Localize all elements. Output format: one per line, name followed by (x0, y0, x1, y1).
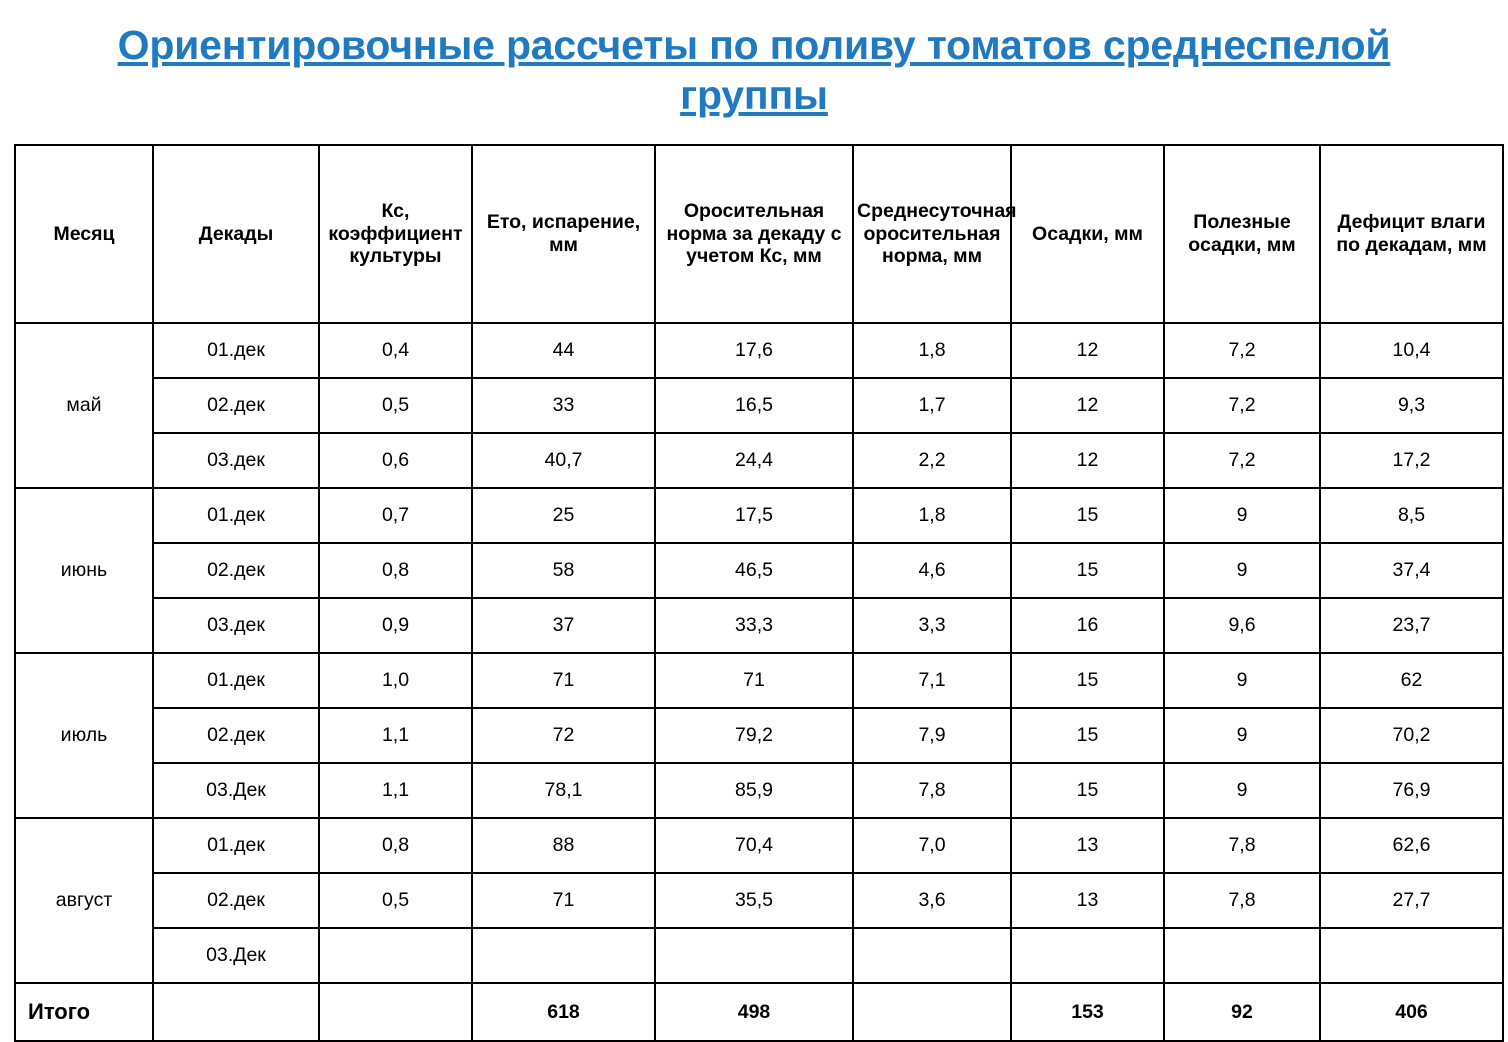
cell-kc: 0,9 (319, 598, 472, 653)
table-row (15, 708, 1503, 763)
cell-kc: 1,1 (319, 763, 472, 818)
cell-month: июль (15, 653, 153, 818)
column-header-useful-rainfall: Полезные осадки, мм (1164, 145, 1320, 323)
irrigation-table (14, 144, 1504, 1042)
cell-water-deficit: 76,9 (1320, 763, 1503, 818)
cell-water-deficit: 62,6 (1320, 818, 1503, 873)
cell-month: июнь (15, 488, 153, 653)
cell-useful-rainfall: 9 (1164, 763, 1320, 818)
cell-month: август (15, 818, 153, 983)
cell-kc: 0,5 (319, 873, 472, 928)
table-row (15, 928, 1503, 983)
table-total-row (15, 983, 1503, 1041)
cell-useful-rainfall: 9,6 (1164, 598, 1320, 653)
cell-kc: 0,8 (319, 543, 472, 598)
table-body (15, 323, 1503, 983)
cell-irrigation-norm: 17,5 (655, 488, 853, 543)
cell-irrigation-norm: 35,5 (655, 873, 853, 928)
table-row (15, 818, 1503, 873)
cell-rainfall (1011, 928, 1164, 983)
cell-eto: 33 (472, 378, 655, 433)
cell-kc: 1,1 (319, 708, 472, 763)
cell-water-deficit: 27,7 (1320, 873, 1503, 928)
cell-irrigation-norm (655, 928, 853, 983)
cell-useful-rainfall: 9 (1164, 653, 1320, 708)
cell-kc: 0,6 (319, 433, 472, 488)
cell-rainfall: 12 (1011, 323, 1164, 378)
cell-kc: 0,8 (319, 818, 472, 873)
cell-eto: 58 (472, 543, 655, 598)
cell-daily-norm: 7,8 (853, 763, 1011, 818)
cell-useful-rainfall: 7,2 (1164, 433, 1320, 488)
cell-eto: 37 (472, 598, 655, 653)
cell-total-kc (319, 983, 472, 1041)
table-row (15, 873, 1503, 928)
table-row (15, 488, 1503, 543)
cell-decade: 01.дек (153, 488, 319, 543)
cell-decade: 03.Дек (153, 928, 319, 983)
cell-irrigation-norm: 71 (655, 653, 853, 708)
cell-useful-rainfall: 9 (1164, 708, 1320, 763)
slide-page (0, 20, 1508, 1029)
column-header-month: Месяц (15, 145, 153, 323)
cell-daily-norm: 7,1 (853, 653, 1011, 708)
cell-decade: 03.дек (153, 598, 319, 653)
cell-eto: 71 (472, 653, 655, 708)
cell-daily-norm (853, 928, 1011, 983)
cell-rainfall: 15 (1011, 708, 1164, 763)
irrigation-table-container (14, 144, 1494, 1042)
cell-irrigation-norm: 46,5 (655, 543, 853, 598)
column-header-daily-norm: Среднесуточная оросительная норма, мм (853, 145, 1011, 323)
cell-eto: 40,7 (472, 433, 655, 488)
table-header-row (15, 145, 1503, 323)
cell-total-decade (153, 983, 319, 1041)
cell-water-deficit: 37,4 (1320, 543, 1503, 598)
cell-daily-norm: 4,6 (853, 543, 1011, 598)
table-row (15, 543, 1503, 598)
cell-water-deficit: 17,2 (1320, 433, 1503, 488)
cell-total-irrigation-norm: 498 (655, 983, 853, 1041)
cell-useful-rainfall: 9 (1164, 488, 1320, 543)
cell-irrigation-norm: 33,3 (655, 598, 853, 653)
cell-irrigation-norm: 24,4 (655, 433, 853, 488)
cell-kc: 0,5 (319, 378, 472, 433)
cell-useful-rainfall: 7,8 (1164, 873, 1320, 928)
cell-water-deficit: 10,4 (1320, 323, 1503, 378)
cell-total-eto: 618 (472, 983, 655, 1041)
cell-decade: 03.Дек (153, 763, 319, 818)
cell-rainfall: 15 (1011, 543, 1164, 598)
table-row (15, 433, 1503, 488)
cell-rainfall: 12 (1011, 378, 1164, 433)
cell-kc: 1,0 (319, 653, 472, 708)
cell-daily-norm: 1,8 (853, 488, 1011, 543)
cell-daily-norm: 3,3 (853, 598, 1011, 653)
cell-total-label: Итого (15, 983, 153, 1041)
cell-daily-norm: 2,2 (853, 433, 1011, 488)
column-header-rainfall: Осадки, мм (1011, 145, 1164, 323)
cell-eto: 71 (472, 873, 655, 928)
table-row (15, 378, 1503, 433)
cell-eto (472, 928, 655, 983)
cell-decade: 01.дек (153, 323, 319, 378)
cell-kc: 0,7 (319, 488, 472, 543)
cell-month: май (15, 323, 153, 488)
cell-irrigation-norm: 85,9 (655, 763, 853, 818)
cell-eto: 25 (472, 488, 655, 543)
cell-rainfall: 13 (1011, 818, 1164, 873)
cell-eto: 78,1 (472, 763, 655, 818)
column-header-decade: Декады (153, 145, 319, 323)
cell-rainfall: 15 (1011, 763, 1164, 818)
cell-water-deficit: 23,7 (1320, 598, 1503, 653)
cell-decade: 01.дек (153, 653, 319, 708)
cell-rainfall: 15 (1011, 653, 1164, 708)
cell-water-deficit: 8,5 (1320, 488, 1503, 543)
cell-eto: 44 (472, 323, 655, 378)
cell-decade: 02.дек (153, 378, 319, 433)
cell-irrigation-norm: 17,6 (655, 323, 853, 378)
cell-eto: 88 (472, 818, 655, 873)
cell-total-rainfall: 153 (1011, 983, 1164, 1041)
cell-total-useful-rainfall: 92 (1164, 983, 1320, 1041)
cell-irrigation-norm: 70,4 (655, 818, 853, 873)
cell-rainfall: 12 (1011, 433, 1164, 488)
cell-eto: 72 (472, 708, 655, 763)
cell-decade: 02.дек (153, 543, 319, 598)
table-row (15, 598, 1503, 653)
cell-daily-norm: 1,7 (853, 378, 1011, 433)
cell-kc: 0,4 (319, 323, 472, 378)
column-header-eto: Ето, испарение, мм (472, 145, 655, 323)
cell-daily-norm: 3,6 (853, 873, 1011, 928)
cell-rainfall: 16 (1011, 598, 1164, 653)
cell-total-daily-norm (853, 983, 1011, 1041)
page-title: Ориентировочные рассчеты по поливу томатов среднеспелой группы (117, 22, 1391, 119)
cell-irrigation-norm: 79,2 (655, 708, 853, 763)
table-row (15, 653, 1503, 708)
cell-useful-rainfall: 7,8 (1164, 818, 1320, 873)
column-header-water-deficit: Дефицит влаги по декадам, мм (1320, 145, 1503, 323)
column-header-irrigation-norm: Оросительная норма за декаду с учетом Кс, мм (655, 145, 853, 323)
cell-daily-norm: 7,0 (853, 818, 1011, 873)
cell-water-deficit: 70,2 (1320, 708, 1503, 763)
cell-useful-rainfall: 7,2 (1164, 323, 1320, 378)
table-footer (15, 983, 1503, 1041)
cell-kc (319, 928, 472, 983)
table-row (15, 323, 1503, 378)
cell-decade: 01.дек (153, 818, 319, 873)
cell-decade: 02.дек (153, 708, 319, 763)
cell-rainfall: 15 (1011, 488, 1164, 543)
cell-useful-rainfall: 9 (1164, 543, 1320, 598)
cell-daily-norm: 7,9 (853, 708, 1011, 763)
cell-water-deficit (1320, 928, 1503, 983)
cell-rainfall: 13 (1011, 873, 1164, 928)
table-row (15, 763, 1503, 818)
cell-total-water-deficit: 406 (1320, 983, 1503, 1041)
cell-useful-rainfall: 7,2 (1164, 378, 1320, 433)
cell-decade: 02.дек (153, 873, 319, 928)
cell-daily-norm: 1,8 (853, 323, 1011, 378)
cell-water-deficit: 9,3 (1320, 378, 1503, 433)
cell-irrigation-norm: 16,5 (655, 378, 853, 433)
table-header (15, 145, 1503, 323)
column-header-kc: Кс, коэффициент культуры (319, 145, 472, 323)
cell-useful-rainfall (1164, 928, 1320, 983)
cell-water-deficit: 62 (1320, 653, 1503, 708)
cell-decade: 03.дек (153, 433, 319, 488)
